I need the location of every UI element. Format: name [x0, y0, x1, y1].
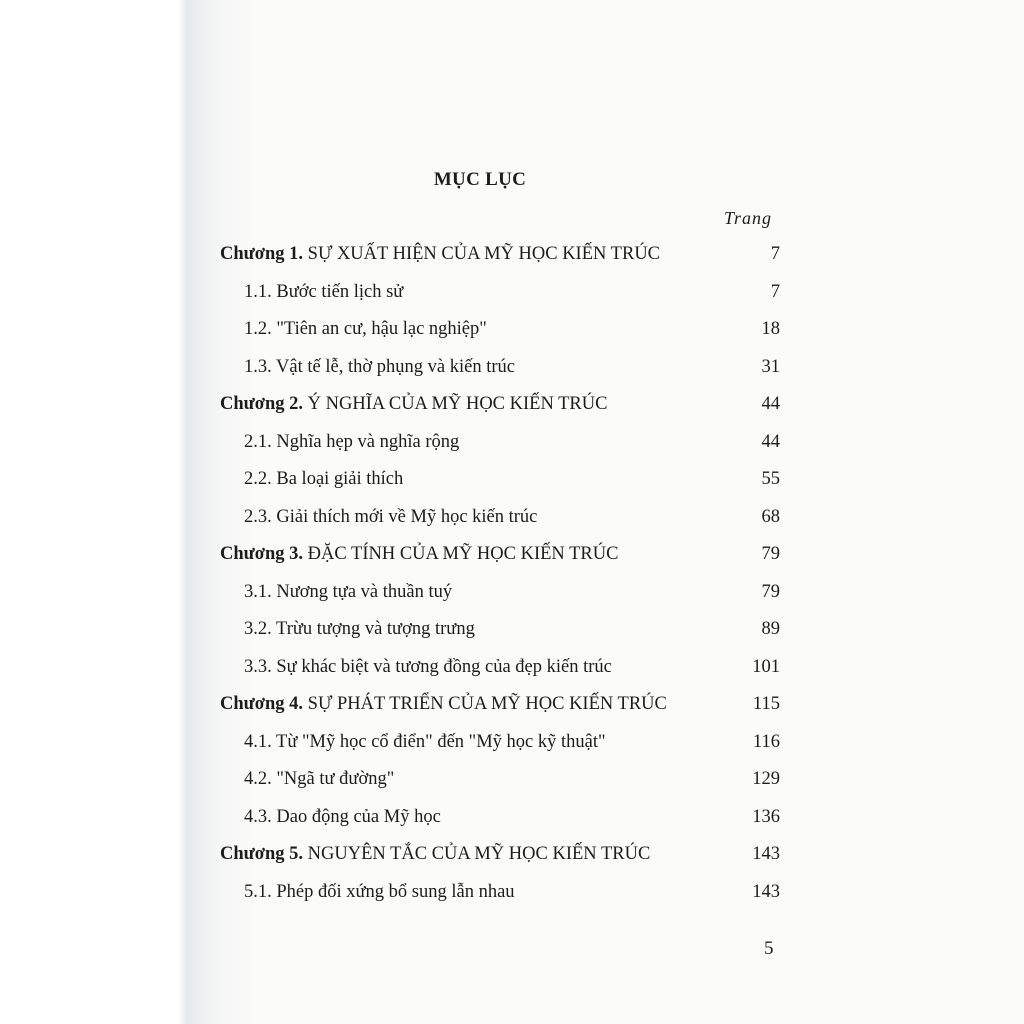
toc-page-number: 79	[761, 581, 780, 602]
toc-page-number: 18	[761, 319, 780, 339]
toc-chapter-row	[220, 690, 780, 728]
section-title: 2.1. Nghĩa hẹp và nghĩa rộng	[244, 431, 460, 452]
toc-page-number: 31	[761, 356, 780, 377]
chapter-label: Chương 1.	[220, 244, 304, 264]
section-title: 1.3. Vật tế lễ, thờ phụng và kiến trúc	[244, 356, 515, 377]
toc-section-row	[220, 278, 780, 316]
page-number: 5	[764, 938, 774, 959]
section-title: 3.2. Trừu tượng và tượng trưng	[244, 619, 475, 639]
section-title: 4.1. Từ "Mỹ học cổ điển" đến "Mỹ học kỹ thuật"	[244, 731, 606, 752]
section-title: 4.3. Dao động của Mỹ học	[244, 806, 441, 827]
toc-entry-text	[220, 540, 618, 568]
toc-chapter-row	[220, 240, 780, 278]
toc-page-number: 44	[761, 394, 780, 414]
toc-entry-text	[220, 390, 607, 418]
toc-page-number: 143	[752, 844, 780, 864]
toc-section-row	[220, 728, 780, 766]
chapter-title: SỰ PHÁT TRIỂN CỦA MỸ HỌC KIẾN TRÚC	[303, 694, 667, 714]
section-title: 3.1. Nương tựa và thuần tuý	[244, 581, 453, 602]
toc-entry-text	[220, 840, 650, 868]
toc-page-number: 89	[761, 619, 780, 639]
toc-list	[220, 240, 780, 915]
toc-chapter-row	[220, 540, 780, 578]
toc-page-column-label: Trang	[723, 208, 772, 228]
toc-page-number: 55	[761, 469, 780, 489]
toc-page-number: 116	[752, 731, 780, 752]
toc-section-row	[220, 315, 780, 353]
toc-section-row	[220, 578, 780, 616]
toc-section-row	[220, 503, 780, 541]
toc-section-row	[220, 803, 780, 841]
chapter-label: Chương 4.	[220, 694, 304, 714]
toc-entry-text	[220, 240, 660, 268]
toc-page-number: 129	[752, 769, 780, 789]
toc-page-number: 68	[761, 506, 780, 527]
toc-chapter-row	[220, 390, 780, 428]
toc-chapter-row	[220, 840, 780, 878]
toc-page-number: 143	[752, 881, 780, 902]
toc-page-number: 7	[770, 281, 780, 302]
toc-section-row	[220, 353, 780, 391]
chapter-title: SỰ XUẤT HIỆN CỦA MỸ HỌC KIẾN TRÚC	[303, 244, 661, 264]
toc-page-number: 79	[761, 544, 780, 564]
chapter-title: ĐẶC TÍNH CỦA MỸ HỌC KIẾN TRÚC	[303, 544, 619, 564]
section-title: 4.2. "Ngã tư đường"	[244, 769, 395, 789]
toc-title: MỤC LỤC	[433, 169, 527, 190]
section-title: 1.2. "Tiên an cư, hậu lạc nghiệp"	[244, 319, 487, 339]
toc-entry-text	[220, 690, 667, 718]
toc-page-number: 101	[752, 656, 780, 677]
section-title: 2.3. Giải thích mới về Mỹ học kiến trúc	[244, 506, 538, 527]
chapter-title: Ý NGHĨA CỦA MỸ HỌC KIẾN TRÚC	[303, 394, 608, 414]
chapter-label: Chương 2.	[220, 394, 304, 414]
section-title: 5.1. Phép đối xứng bổ sung lẫn nhau	[244, 881, 515, 902]
toc-section-row	[220, 653, 780, 691]
toc-page-number: 136	[752, 806, 780, 827]
toc-section-row	[220, 465, 780, 503]
section-title: 2.2. Ba loại giải thích	[244, 469, 404, 489]
toc-section-row	[220, 615, 780, 653]
toc-page-number: 7	[770, 244, 780, 264]
toc-section-row	[220, 765, 780, 803]
chapter-label: Chương 5.	[220, 844, 304, 864]
toc-page-number: 115	[752, 694, 780, 714]
toc-section-row	[220, 428, 780, 466]
toc-section-row	[220, 878, 780, 916]
section-title: 3.3. Sự khác biệt và tương đồng của đẹp kiến trúc	[244, 656, 612, 677]
toc-page-number: 44	[761, 431, 780, 452]
chapter-title: NGUYÊN TẮC CỦA MỸ HỌC KIẾN TRÚC	[303, 844, 651, 864]
section-title: 1.1. Bước tiến lịch sử	[244, 281, 404, 302]
chapter-label: Chương 3.	[220, 544, 304, 564]
